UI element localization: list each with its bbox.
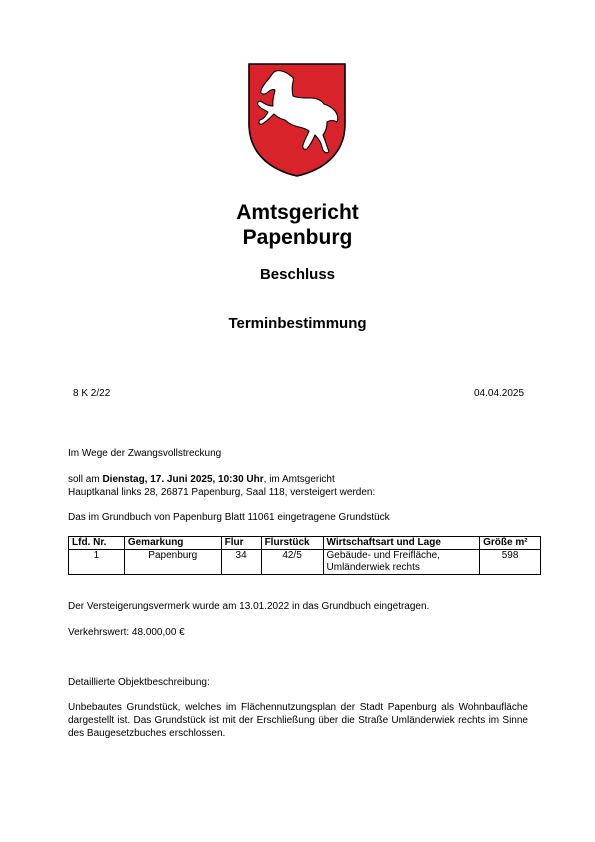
table-row — [69, 550, 541, 575]
table-cell: 598 — [480, 550, 541, 575]
table-header-row — [69, 537, 541, 550]
table-cell: 34 — [221, 550, 261, 575]
intro-text: Im Wege der Zwangsvollstreckung — [68, 448, 222, 459]
column-header: Lfd. Nr. — [69, 537, 125, 550]
column-header: Flur — [221, 537, 261, 550]
table-cell: Gebäude- und Freifläche, Umländerwiek rechts — [323, 550, 480, 575]
court-name-line2: Papenburg — [242, 226, 353, 249]
auction-notice-entry: Der Versteigerungsvermerk wurde am 13.01.2022 in das Grundbuch eingetragen. — [68, 601, 430, 612]
column-header: Flurstück — [261, 537, 323, 550]
document-type-heading: Beschluss — [259, 266, 336, 283]
lower-saxony-horse-crest-icon — [247, 62, 347, 178]
description-heading: Detaillierte Objektbeschreibung: — [68, 677, 210, 688]
court-name-line1: Amtsgericht — [236, 201, 359, 224]
table-cell: 42/5 — [261, 550, 323, 575]
column-header: Größe m² — [480, 537, 541, 550]
case-number: 8 K 2/22 — [73, 388, 111, 399]
column-header: Wirtschaftsart und Lage — [323, 537, 480, 550]
table-cell: Papenburg — [124, 550, 221, 575]
land-register-line: Das im Grundbuch von Papenburg Blatt 11061 eingetragene Grundstück — [68, 512, 390, 523]
property-description: Unbebautes Grundstück, welches im Flächennutzungsplan der Stadt Papenburg als Wohnbaufläche dargestellt ist. Das Grundstück ist mit der Erschließung über die Straße Umländerwiek rechts im Sinne des Baugesetzbuches erschlossen. — [68, 702, 528, 739]
column-header: Gemarkung — [124, 537, 221, 550]
appointment-suffix: , im Amtsgericht — [263, 474, 335, 485]
appointment-datetime: Dienstag, 17. Juni 2025, 10:30 Uhr — [102, 474, 264, 485]
property-table — [68, 536, 541, 575]
document-date: 04.04.2025 — [474, 388, 525, 399]
market-value: Verkehrswert: 48.000,00 € — [68, 627, 185, 638]
location-line: Hauptkanal links 28, 26871 Papenburg, Saal 118, versteigert werden: — [68, 487, 376, 498]
appointment-prefix: soll am — [68, 474, 103, 485]
subject-heading: Terminbestimmung — [228, 315, 367, 332]
table-cell: 1 — [69, 550, 125, 575]
appointment-line — [68, 473, 335, 486]
